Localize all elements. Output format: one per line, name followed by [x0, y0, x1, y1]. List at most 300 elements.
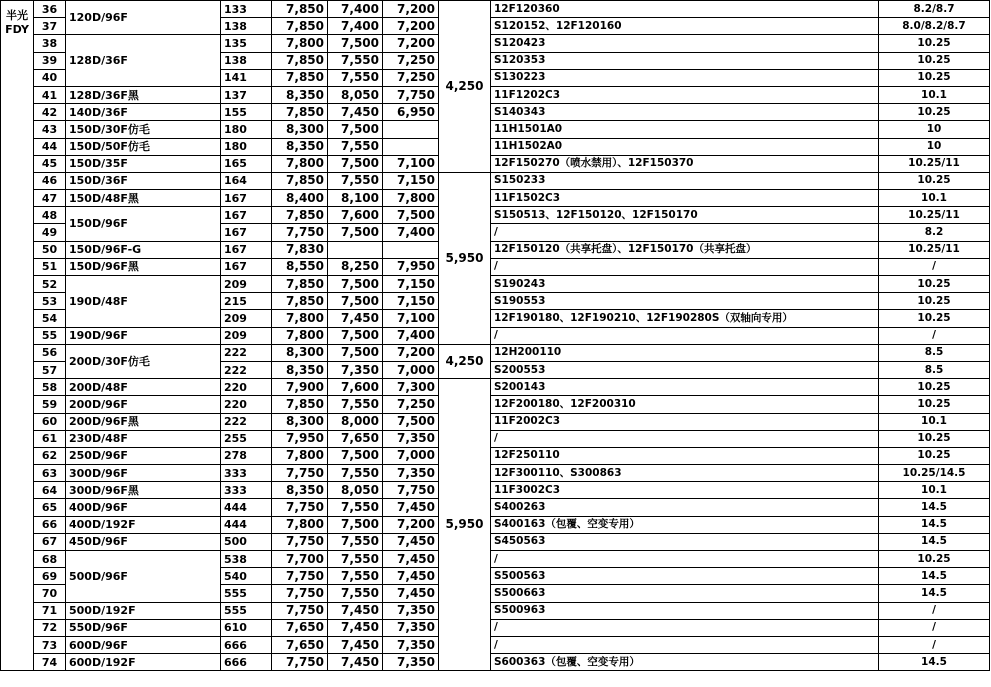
row-number: 66	[34, 516, 66, 533]
price-cell-2: 7,500	[328, 121, 383, 138]
price-cell-1: 8,300	[272, 344, 328, 361]
price-cell-3: 7,200	[383, 1, 439, 18]
price-cell-2: 8,000	[328, 413, 383, 430]
spec-cell: 400D/192F	[66, 516, 221, 533]
dn-cell: 222	[221, 344, 272, 361]
table-row	[1, 190, 990, 207]
price-cell-2: 7,550	[328, 585, 383, 602]
dn-cell: 167	[221, 207, 272, 224]
row-number: 47	[34, 190, 66, 207]
dn-cell: 333	[221, 482, 272, 499]
row-number: 38	[34, 35, 66, 52]
aggregate-price-cell: 5,950	[439, 379, 491, 671]
dn-cell: 138	[221, 52, 272, 69]
price-cell-3: 7,100	[383, 155, 439, 172]
price-cell-2: 7,450	[328, 104, 383, 121]
batch-cell: 12H200110	[491, 344, 879, 361]
spec-cell: 250D/96F	[66, 447, 221, 464]
twist-cell: 8.0/8.2/8.7	[879, 18, 990, 35]
price-cell-3: 7,350	[383, 636, 439, 653]
price-cell-2: 7,550	[328, 69, 383, 86]
twist-cell: 10.25	[879, 379, 990, 396]
price-cell-3: 7,150	[383, 293, 439, 310]
row-number: 43	[34, 121, 66, 138]
row-number: 52	[34, 276, 66, 293]
twist-cell: 10.25	[879, 551, 990, 568]
table-row	[1, 241, 990, 258]
price-cell-1: 7,850	[272, 1, 328, 18]
twist-cell: /	[879, 327, 990, 344]
twist-cell: 10.25	[879, 35, 990, 52]
price-cell-2: 7,500	[328, 327, 383, 344]
price-cell-3: 6,950	[383, 104, 439, 121]
price-cell-2: 7,550	[328, 568, 383, 585]
price-cell-1: 7,850	[272, 207, 328, 224]
row-number: 56	[34, 344, 66, 361]
price-cell-1: 8,550	[272, 258, 328, 275]
twist-cell: 14.5	[879, 533, 990, 550]
spec-cell: 128D/36F黑	[66, 86, 221, 103]
twist-cell: 8.2	[879, 224, 990, 241]
table-row	[1, 533, 990, 550]
price-cell-2: 8,250	[328, 258, 383, 275]
twist-cell: /	[879, 602, 990, 619]
table-row	[1, 121, 990, 138]
row-number: 61	[34, 430, 66, 447]
batch-cell: /	[491, 551, 879, 568]
batch-cell: S120353	[491, 52, 879, 69]
spec-cell: 500D/96F	[66, 551, 221, 603]
table-row	[1, 327, 990, 344]
price-cell-3: 7,350	[383, 430, 439, 447]
spec-cell: 200D/96F	[66, 396, 221, 413]
price-cell-1: 7,750	[272, 568, 328, 585]
table-row	[1, 276, 990, 293]
price-cell-3: 7,750	[383, 482, 439, 499]
table-row	[1, 430, 990, 447]
dn-cell: 180	[221, 138, 272, 155]
row-number: 54	[34, 310, 66, 327]
batch-cell: 11H1501A0	[491, 121, 879, 138]
price-cell-3: 7,350	[383, 602, 439, 619]
spec-cell: 128D/36F	[66, 35, 221, 87]
row-number: 39	[34, 52, 66, 69]
twist-cell: 8.5	[879, 344, 990, 361]
price-cell-3: 7,150	[383, 172, 439, 189]
spec-cell: 150D/48F黑	[66, 190, 221, 207]
batch-cell: S400263	[491, 499, 879, 516]
table-row	[1, 104, 990, 121]
aggregate-price-cell: 4,250	[439, 344, 491, 378]
spec-cell: 450D/96F	[66, 533, 221, 550]
dn-cell: 137	[221, 86, 272, 103]
price-cell-2: 7,500	[328, 276, 383, 293]
price-cell-3: 7,150	[383, 276, 439, 293]
price-cell-1: 7,850	[272, 396, 328, 413]
batch-cell: 11F1202C3	[491, 86, 879, 103]
row-number: 51	[34, 258, 66, 275]
twist-cell: 10.25	[879, 172, 990, 189]
spec-cell: 600D/96F	[66, 636, 221, 653]
twist-cell: 10.25	[879, 310, 990, 327]
dn-cell: 167	[221, 258, 272, 275]
price-cell-2: 7,450	[328, 619, 383, 636]
batch-cell: S190243	[491, 276, 879, 293]
batch-cell: S500563	[491, 568, 879, 585]
batch-cell: 12F250110	[491, 447, 879, 464]
table-row	[1, 172, 990, 189]
spec-cell: 300D/96F黑	[66, 482, 221, 499]
price-cell-1: 7,750	[272, 499, 328, 516]
price-cell-2: 7,550	[328, 465, 383, 482]
batch-cell: S120423	[491, 35, 879, 52]
price-cell-3: 7,250	[383, 52, 439, 69]
table-row	[1, 379, 990, 396]
batch-cell: S500663	[491, 585, 879, 602]
twist-cell: 10.25	[879, 69, 990, 86]
spec-cell: 150D/35F	[66, 155, 221, 172]
table-row	[1, 86, 990, 103]
price-cell-1: 8,350	[272, 361, 328, 378]
dn-cell: 209	[221, 276, 272, 293]
price-cell-1: 7,800	[272, 327, 328, 344]
price-cell-2: 7,350	[328, 361, 383, 378]
price-cell-1: 7,850	[272, 69, 328, 86]
price-cell-3: 7,300	[383, 379, 439, 396]
dn-cell: 555	[221, 602, 272, 619]
row-number: 57	[34, 361, 66, 378]
twist-cell: 10.25/11	[879, 241, 990, 258]
price-cell-3: 7,450	[383, 533, 439, 550]
spec-cell: 150D/36F	[66, 172, 221, 189]
price-cell-2: 7,550	[328, 533, 383, 550]
table-row	[1, 619, 990, 636]
dn-cell: 167	[221, 190, 272, 207]
price-cell-1: 7,850	[272, 293, 328, 310]
batch-cell: 12F200180、12F200310	[491, 396, 879, 413]
row-number: 42	[34, 104, 66, 121]
price-cell-2: 7,500	[328, 224, 383, 241]
price-cell-3: 7,500	[383, 413, 439, 430]
price-cell-2: 8,050	[328, 86, 383, 103]
batch-cell: 11F1502C3	[491, 190, 879, 207]
dn-cell: 165	[221, 155, 272, 172]
price-cell-1: 8,350	[272, 86, 328, 103]
price-cell-2: 7,500	[328, 35, 383, 52]
row-number: 50	[34, 241, 66, 258]
table-row	[1, 413, 990, 430]
row-number: 36	[34, 1, 66, 18]
table-row	[1, 344, 990, 361]
dn-cell: 133	[221, 1, 272, 18]
twist-cell: 10.1	[879, 86, 990, 103]
price-cell-2: 7,650	[328, 430, 383, 447]
row-number: 73	[34, 636, 66, 653]
price-cell-2: 7,550	[328, 396, 383, 413]
price-cell-1: 7,750	[272, 224, 328, 241]
price-cell-1: 7,750	[272, 654, 328, 671]
price-cell-1: 7,800	[272, 516, 328, 533]
batch-cell: 11F2002C3	[491, 413, 879, 430]
table-row	[1, 654, 990, 671]
dn-cell: 255	[221, 430, 272, 447]
dn-cell: 167	[221, 241, 272, 258]
twist-cell: /	[879, 636, 990, 653]
row-number: 62	[34, 447, 66, 464]
row-number: 53	[34, 293, 66, 310]
twist-cell: 14.5	[879, 654, 990, 671]
twist-cell: 10.25	[879, 52, 990, 69]
twist-cell: 10.25/11	[879, 155, 990, 172]
batch-cell: /	[491, 327, 879, 344]
dn-cell: 180	[221, 121, 272, 138]
twist-cell: 14.5	[879, 516, 990, 533]
twist-cell: 10.25	[879, 293, 990, 310]
aggregate-price-cell: 5,950	[439, 172, 491, 344]
batch-cell: 11F3002C3	[491, 482, 879, 499]
price-cell-1: 7,800	[272, 35, 328, 52]
row-number: 49	[34, 224, 66, 241]
price-cell-3	[383, 138, 439, 155]
table-row	[1, 602, 990, 619]
table-row	[1, 465, 990, 482]
dn-cell: 278	[221, 447, 272, 464]
price-cell-3: 7,200	[383, 344, 439, 361]
price-cell-3: 7,800	[383, 190, 439, 207]
row-number: 60	[34, 413, 66, 430]
row-number: 64	[34, 482, 66, 499]
twist-cell: /	[879, 619, 990, 636]
price-cell-2: 7,500	[328, 293, 383, 310]
table-row	[1, 551, 990, 568]
dn-cell: 540	[221, 568, 272, 585]
dn-cell: 222	[221, 361, 272, 378]
price-cell-3: 7,200	[383, 516, 439, 533]
table-row	[1, 155, 990, 172]
row-number: 40	[34, 69, 66, 86]
row-number: 71	[34, 602, 66, 619]
spec-cell: 200D/30F仿毛	[66, 344, 221, 378]
dn-cell: 209	[221, 310, 272, 327]
spec-cell: 190D/96F	[66, 327, 221, 344]
price-cell-1: 7,650	[272, 619, 328, 636]
price-cell-2: 7,450	[328, 636, 383, 653]
price-cell-1: 7,850	[272, 276, 328, 293]
twist-cell: 10.25	[879, 430, 990, 447]
price-cell-2: 7,500	[328, 447, 383, 464]
twist-cell: 10	[879, 138, 990, 155]
price-cell-1: 7,800	[272, 155, 328, 172]
dn-cell: 164	[221, 172, 272, 189]
price-cell-1: 7,750	[272, 602, 328, 619]
price-cell-2	[328, 241, 383, 258]
price-cell-1: 7,950	[272, 430, 328, 447]
category-cell	[1, 1, 34, 671]
table-row	[1, 138, 990, 155]
batch-cell: /	[491, 258, 879, 275]
spec-cell: 190D/48F	[66, 276, 221, 328]
dn-cell: 444	[221, 516, 272, 533]
batch-cell: S200553	[491, 361, 879, 378]
batch-cell: 12F300110、S300863	[491, 465, 879, 482]
price-cell-3: 7,200	[383, 18, 439, 35]
price-cell-2: 7,550	[328, 172, 383, 189]
batch-cell: 12F150120（共享托盘）、12F150170（共享托盘）	[491, 241, 879, 258]
row-number: 41	[34, 86, 66, 103]
dn-cell: 222	[221, 413, 272, 430]
dn-cell: 215	[221, 293, 272, 310]
dn-cell: 135	[221, 35, 272, 52]
dn-cell: 138	[221, 18, 272, 35]
price-cell-2: 7,600	[328, 379, 383, 396]
spec-cell: 120D/96F	[66, 1, 221, 35]
batch-cell: S600363（包覆、空变专用）	[491, 654, 879, 671]
price-cell-3: 7,400	[383, 224, 439, 241]
spec-cell: 200D/48F	[66, 379, 221, 396]
price-cell-3: 7,950	[383, 258, 439, 275]
price-cell-3: 7,500	[383, 207, 439, 224]
spec-cell: 500D/192F	[66, 602, 221, 619]
price-cell-3: 7,400	[383, 327, 439, 344]
batch-cell: S190553	[491, 293, 879, 310]
table-row	[1, 258, 990, 275]
row-number: 55	[34, 327, 66, 344]
batch-cell: /	[491, 636, 879, 653]
price-cell-1: 7,800	[272, 310, 328, 327]
twist-cell: 10.25	[879, 104, 990, 121]
row-number: 46	[34, 172, 66, 189]
dn-cell: 141	[221, 69, 272, 86]
price-cell-1: 7,750	[272, 465, 328, 482]
spec-cell: 150D/96F黑	[66, 258, 221, 275]
dn-cell: 333	[221, 465, 272, 482]
price-cell-3: 7,350	[383, 619, 439, 636]
twist-cell: 10.25	[879, 396, 990, 413]
spec-cell: 140D/36F	[66, 104, 221, 121]
table-row	[1, 207, 990, 224]
table-row	[1, 35, 990, 52]
batch-cell: S200143	[491, 379, 879, 396]
price-cell-1: 8,400	[272, 190, 328, 207]
twist-cell: 10.25/14.5	[879, 465, 990, 482]
dn-cell: 220	[221, 379, 272, 396]
spec-cell: 230D/48F	[66, 430, 221, 447]
price-cell-2: 8,100	[328, 190, 383, 207]
twist-cell: 10.25	[879, 276, 990, 293]
price-cell-1: 7,900	[272, 379, 328, 396]
price-cell-2: 7,550	[328, 551, 383, 568]
batch-cell: 12F150270（喷水禁用）、12F150370	[491, 155, 879, 172]
row-number: 68	[34, 551, 66, 568]
price-cell-1: 7,850	[272, 52, 328, 69]
price-cell-2: 7,600	[328, 207, 383, 224]
spec-cell: 150D/96F	[66, 207, 221, 241]
batch-cell: 11H1502A0	[491, 138, 879, 155]
price-cell-3: 7,000	[383, 447, 439, 464]
price-cell-2: 7,550	[328, 499, 383, 516]
price-cell-3: 7,000	[383, 361, 439, 378]
price-cell-2: 7,450	[328, 602, 383, 619]
price-table-body	[1, 1, 990, 671]
spec-cell: 400D/96F	[66, 499, 221, 516]
row-number: 44	[34, 138, 66, 155]
category-line-2: FDY	[5, 23, 29, 36]
price-cell-2: 7,500	[328, 516, 383, 533]
table-row	[1, 636, 990, 653]
batch-cell: S450563	[491, 533, 879, 550]
price-cell-1: 7,700	[272, 551, 328, 568]
price-cell-2: 7,400	[328, 1, 383, 18]
price-cell-3	[383, 121, 439, 138]
price-cell-1: 7,850	[272, 172, 328, 189]
spec-cell: 200D/96F黑	[66, 413, 221, 430]
price-cell-3: 7,750	[383, 86, 439, 103]
twist-cell: /	[879, 258, 990, 275]
price-cell-1: 7,850	[272, 104, 328, 121]
table-row	[1, 447, 990, 464]
price-cell-3: 7,350	[383, 465, 439, 482]
dn-cell: 666	[221, 654, 272, 671]
row-number: 74	[34, 654, 66, 671]
batch-cell: S140343	[491, 104, 879, 121]
price-cell-1: 8,350	[272, 138, 328, 155]
dn-cell: 538	[221, 551, 272, 568]
table-row	[1, 1, 990, 18]
dn-cell: 555	[221, 585, 272, 602]
dn-cell: 167	[221, 224, 272, 241]
price-cell-1: 8,350	[272, 482, 328, 499]
twist-cell: 10.25	[879, 447, 990, 464]
price-cell-1: 7,830	[272, 241, 328, 258]
dn-cell: 209	[221, 327, 272, 344]
twist-cell: 14.5	[879, 585, 990, 602]
spec-cell: 150D/30F仿毛	[66, 121, 221, 138]
row-number: 70	[34, 585, 66, 602]
category-line-1: 半光	[6, 9, 28, 22]
price-cell-2: 8,050	[328, 482, 383, 499]
batch-cell: S500963	[491, 602, 879, 619]
row-number: 67	[34, 533, 66, 550]
twist-cell: 10.1	[879, 413, 990, 430]
price-cell-1: 8,300	[272, 413, 328, 430]
row-number: 65	[34, 499, 66, 516]
price-cell-2: 7,400	[328, 18, 383, 35]
row-number: 63	[34, 465, 66, 482]
dn-cell: 610	[221, 619, 272, 636]
row-number: 58	[34, 379, 66, 396]
batch-cell: S400163（包覆、空变专用）	[491, 516, 879, 533]
batch-cell: S150513、12F150120、12F150170	[491, 207, 879, 224]
price-cell-3: 7,250	[383, 396, 439, 413]
twist-cell: 10.1	[879, 190, 990, 207]
twist-cell: 8.5	[879, 361, 990, 378]
spec-cell: 600D/192F	[66, 654, 221, 671]
price-cell-3: 7,450	[383, 568, 439, 585]
spec-cell: 550D/96F	[66, 619, 221, 636]
row-number: 72	[34, 619, 66, 636]
spec-cell: 150D/96F-G	[66, 241, 221, 258]
price-cell-3: 7,350	[383, 654, 439, 671]
price-cell-1: 7,650	[272, 636, 328, 653]
price-cell-2: 7,500	[328, 344, 383, 361]
twist-cell: 8.2/8.7	[879, 1, 990, 18]
twist-cell: 10.1	[879, 482, 990, 499]
batch-cell: S120152、12F120160	[491, 18, 879, 35]
dn-cell: 155	[221, 104, 272, 121]
dn-cell: 500	[221, 533, 272, 550]
dn-cell: 220	[221, 396, 272, 413]
price-cell-1: 8,300	[272, 121, 328, 138]
